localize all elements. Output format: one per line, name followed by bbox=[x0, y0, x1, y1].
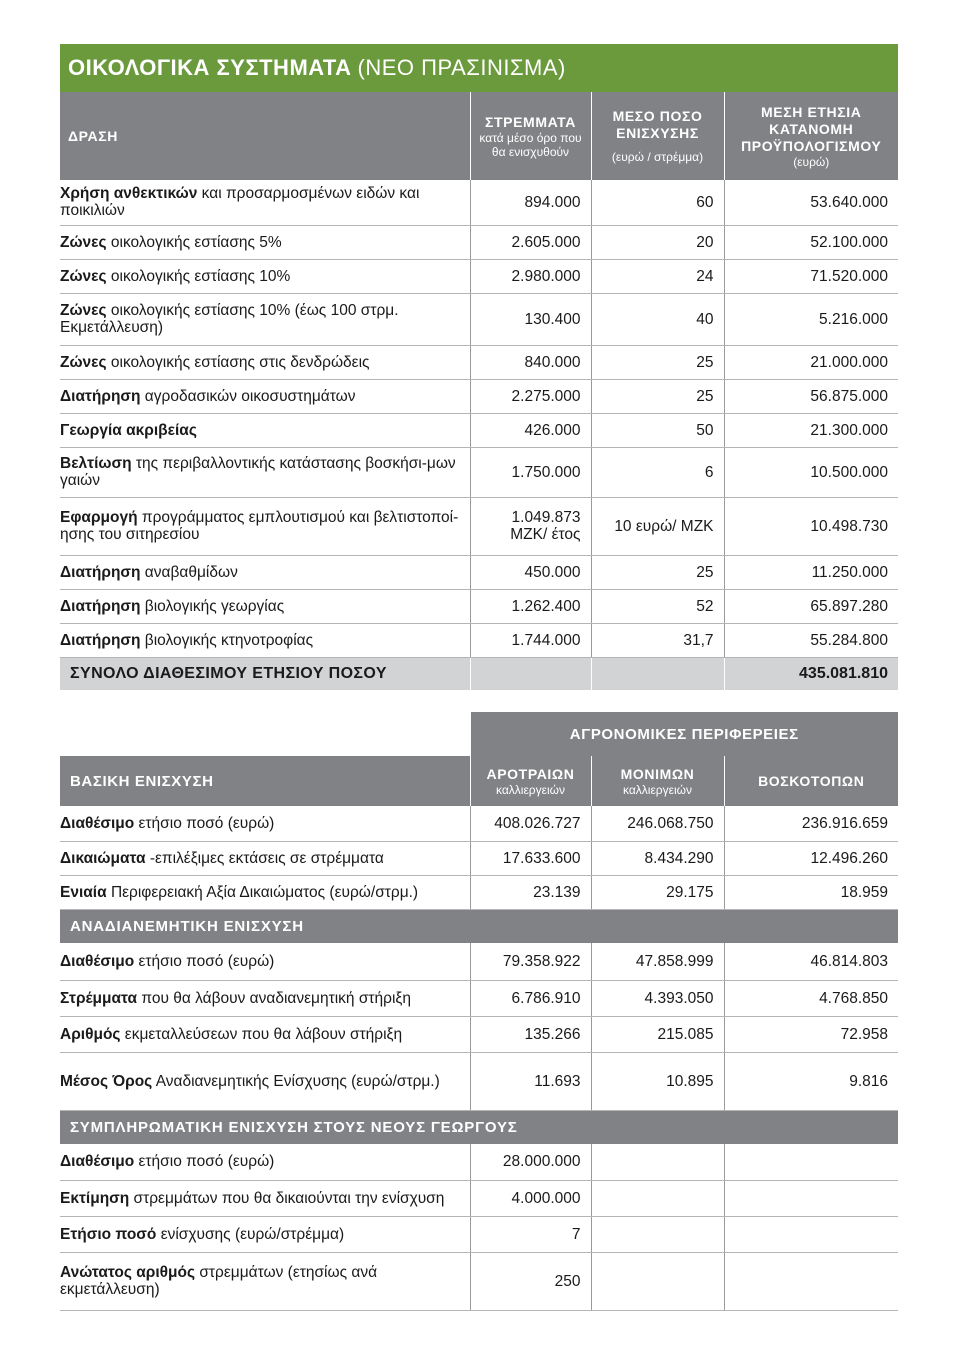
row-label-bold: Διατήρηση bbox=[60, 563, 141, 581]
row-label-text: οικολογικής εστίασης 10% (έως 100 στρμ. Εκμετάλλευση) bbox=[60, 302, 399, 336]
row-label bbox=[60, 180, 470, 225]
value-v1: 17.633.600 bbox=[470, 841, 591, 875]
row-label-text: βιολογικής κτηνοτροφίας bbox=[140, 631, 314, 649]
value-v2: 215.085 bbox=[591, 1017, 724, 1053]
row-label bbox=[60, 1180, 470, 1216]
alloc-value: 55.284.800 bbox=[724, 623, 898, 657]
value-v2: 47.858.999 bbox=[591, 943, 724, 981]
alloc-value: 10.498.730 bbox=[724, 497, 898, 555]
value-v1: 250 bbox=[470, 1252, 591, 1310]
alloc-value: 52.100.000 bbox=[724, 225, 898, 259]
eco-row bbox=[60, 623, 898, 657]
row-label-text: ετήσιο ποσό (ευρώ) bbox=[134, 1153, 275, 1171]
header-avg-sub: (ευρώ / στρέμμα) bbox=[611, 150, 704, 164]
eco-row bbox=[60, 589, 898, 623]
row-label bbox=[60, 497, 470, 555]
row-label-text: και προσαρμοσμένων ειδών και ποικιλιών bbox=[60, 185, 420, 220]
alloc-value: 5.216.000 bbox=[724, 293, 898, 345]
value-v2 bbox=[591, 1216, 724, 1252]
row-label-text: ετήσιο ποσό (ευρώ) bbox=[134, 952, 275, 970]
value-v2 bbox=[591, 1144, 724, 1180]
value-v2: 4.393.050 bbox=[591, 981, 724, 1017]
value-v2: 29.175 bbox=[591, 875, 724, 909]
row-label-bold: Ετήσιο ποσό bbox=[60, 1225, 157, 1243]
redis-rows-row bbox=[60, 1017, 898, 1053]
young-rows-row bbox=[60, 1144, 898, 1180]
row-label-bold: Ζώνες bbox=[60, 302, 107, 319]
alloc-value: 21.300.000 bbox=[724, 413, 898, 447]
value-v1: 408.026.727 bbox=[470, 806, 591, 841]
value-v2: 246.068.750 bbox=[591, 806, 724, 841]
row-label-bold: Γεωργία ακριβείας bbox=[60, 421, 197, 439]
header-avg bbox=[591, 92, 724, 180]
value-v2 bbox=[591, 1180, 724, 1216]
basic-support-table bbox=[60, 712, 898, 1311]
row-label-bold: Διατήρηση bbox=[60, 631, 141, 649]
young-rows-row bbox=[60, 1180, 898, 1216]
row-label-text: αναβαθμίδων bbox=[140, 563, 238, 581]
row-label-text: ενίσχυσης (ευρώ/στρέμμα) bbox=[156, 1225, 345, 1243]
row-label-text: στρεμμάτων (ετησίως ανά εκμετάλλευση) bbox=[60, 1264, 378, 1298]
row-label-text: αγροδασικών οικοσυστημάτων bbox=[140, 387, 356, 405]
row-label bbox=[60, 379, 470, 413]
eco-schemes-table bbox=[60, 92, 898, 690]
eco-row bbox=[60, 180, 898, 225]
row-label-bold: Διατήρηση bbox=[60, 387, 141, 405]
alloc-value: 53.640.000 bbox=[724, 180, 898, 225]
col-permanent bbox=[591, 756, 724, 806]
redis-body bbox=[60, 943, 898, 1111]
value-v3: 9.816 bbox=[724, 1053, 898, 1111]
eco-row bbox=[60, 379, 898, 413]
row-label-bold: Στρέμματα bbox=[60, 990, 138, 1007]
row-label-text: ετήσιο ποσό (ευρώ) bbox=[134, 814, 275, 832]
avg-value: 25 bbox=[591, 379, 724, 413]
row-label-bold: Διαθέσιμο bbox=[60, 1153, 135, 1171]
row-label-bold: Μέσος Όρος bbox=[60, 1073, 153, 1090]
basic-rows-row bbox=[60, 806, 898, 841]
col-permanent-sub: καλλιεργειών bbox=[622, 782, 693, 797]
alloc-value: 56.875.000 bbox=[724, 379, 898, 413]
row-label bbox=[60, 1053, 470, 1111]
eco-row bbox=[60, 225, 898, 259]
avg-value: 6 bbox=[591, 447, 724, 497]
row-label-text: Αναδιανεμητικής Ενίσχυσης (ευρώ/στρμ.) bbox=[152, 1073, 440, 1090]
avg-value: 52 bbox=[591, 589, 724, 623]
eco-row bbox=[60, 497, 898, 555]
avg-value: 25 bbox=[591, 555, 724, 589]
value-v1: 79.358.922 bbox=[470, 943, 591, 981]
total-empty-1 bbox=[470, 657, 591, 690]
value-v2: 10.895 bbox=[591, 1053, 724, 1111]
acres-value: 426.000 bbox=[470, 413, 591, 447]
value-v3 bbox=[724, 1216, 898, 1252]
value-v3: 18.959 bbox=[724, 875, 898, 909]
young-title: ΣΥΜΠΛΗΡΩΜΑΤΙΚΗ ΕΝΙΣΧΥΣΗ ΣΤΟΥΣ ΝΕΟΥΣ ΓΕΩΡΓΟΥΣ bbox=[60, 1111, 898, 1145]
basic-header-row bbox=[60, 756, 898, 806]
value-v1: 4.000.000 bbox=[470, 1180, 591, 1216]
basic-body bbox=[60, 806, 898, 909]
row-label-bold: Δικαιώματα bbox=[60, 849, 146, 867]
row-label-bold: Βελτίωση bbox=[60, 455, 132, 472]
eco-header-row bbox=[60, 92, 898, 180]
eco-schemes-title bbox=[60, 44, 898, 92]
value-v1: 11.693 bbox=[470, 1053, 591, 1111]
row-label-bold: Ενιαία bbox=[60, 883, 107, 901]
row-label bbox=[60, 345, 470, 379]
redis-section-row bbox=[60, 909, 898, 943]
alloc-value: 21.000.000 bbox=[724, 345, 898, 379]
value-v3: 12.496.260 bbox=[724, 841, 898, 875]
row-label bbox=[60, 225, 470, 259]
value-v3: 4.768.850 bbox=[724, 981, 898, 1017]
header-action: ΔΡΑΣΗ bbox=[60, 92, 470, 180]
row-label bbox=[60, 555, 470, 589]
row-label bbox=[60, 981, 470, 1017]
total-label: ΣΥΝΟΛΟ ΔΙΑΘΕΣΙΜΟΥ ΕΤΗΣΙΟΥ ΠΟΣΟΥ bbox=[60, 657, 470, 690]
total-value: 435.081.810 bbox=[724, 657, 898, 690]
avg-value: 25 bbox=[591, 345, 724, 379]
value-v1: 135.266 bbox=[470, 1017, 591, 1053]
young-rows-row bbox=[60, 1252, 898, 1310]
acres-value: 130.400 bbox=[470, 293, 591, 345]
row-label-bold: Εκτίμηση bbox=[60, 1189, 130, 1207]
row-label bbox=[60, 1144, 470, 1180]
regions-blank bbox=[60, 712, 470, 756]
row-label-text: εκμεταλλεύσεων που θα λάβουν στήριξη bbox=[120, 1026, 403, 1043]
redis-rows-row bbox=[60, 981, 898, 1017]
avg-value: 40 bbox=[591, 293, 724, 345]
row-label-text: οικολογικής εστίασης 10% bbox=[106, 267, 291, 285]
eco-row bbox=[60, 555, 898, 589]
total-empty-2 bbox=[591, 657, 724, 690]
row-label-text: οικολογικής εστίασης 5% bbox=[106, 233, 282, 251]
redis-rows-row bbox=[60, 1053, 898, 1111]
alloc-value: 65.897.280 bbox=[724, 589, 898, 623]
row-label bbox=[60, 623, 470, 657]
header-avg-label: ΜΕΣΟ ΠΟΣΟ ΕΝΙΣΧΥΣΗΣ bbox=[612, 108, 703, 141]
value-v3: 72.958 bbox=[724, 1017, 898, 1053]
row-label-bold: Ανώτατος αριθμός bbox=[60, 1264, 196, 1281]
eco-row bbox=[60, 259, 898, 293]
row-label bbox=[60, 259, 470, 293]
basic-rows-row bbox=[60, 841, 898, 875]
avg-value: 10 ευρώ/ ΜΖΚ bbox=[591, 497, 724, 555]
acres-value: 894.000 bbox=[470, 180, 591, 225]
alloc-value: 71.520.000 bbox=[724, 259, 898, 293]
row-label-bold: Διαθέσιμο bbox=[60, 952, 135, 970]
acres-value: 2.605.000 bbox=[470, 225, 591, 259]
row-label-bold: Εφαρμογή bbox=[60, 509, 138, 526]
value-v1: 23.139 bbox=[470, 875, 591, 909]
eco-row bbox=[60, 413, 898, 447]
value-v3: 236.916.659 bbox=[724, 806, 898, 841]
value-v3: 46.814.803 bbox=[724, 943, 898, 981]
acres-value: 1.262.400 bbox=[470, 589, 591, 623]
eco-row bbox=[60, 293, 898, 345]
row-label bbox=[60, 841, 470, 875]
header-acres-label: ΣΤΡΕΜΜΑΤΑ bbox=[485, 113, 576, 130]
young-body bbox=[60, 1144, 898, 1310]
eco-schemes-title-bold: ΟΙΚΟΛΟΓΙΚΑ ΣΥΣΤΗΜΑΤΑ bbox=[68, 55, 352, 80]
value-v3 bbox=[724, 1252, 898, 1310]
row-label-text: που θα λάβουν αναδιανεμητική στήριξη bbox=[137, 990, 411, 1007]
acres-value: 840.000 bbox=[470, 345, 591, 379]
young-section-row bbox=[60, 1111, 898, 1145]
row-label bbox=[60, 1252, 470, 1310]
eco-schemes-title-rest: (ΝΕΟ ΠΡΑΣΙΝΙΣΜΑ) bbox=[357, 55, 566, 80]
row-label-bold: Ζώνες bbox=[60, 267, 107, 285]
header-alloc-label: ΜΕΣΗ ΕΤΗΣΙΑ ΚΑΤΑΝΟΜΗ ΠΡΟΫΠΟΛΟΓΙΣΜΟΥ bbox=[741, 103, 882, 154]
header-alloc-sub: (ευρώ) bbox=[793, 154, 830, 169]
value-v1: 28.000.000 bbox=[470, 1144, 591, 1180]
row-label-text: Περιφερειακή Αξία Δικαιώματος (ευρώ/στρμ.) bbox=[106, 883, 419, 901]
value-v3 bbox=[724, 1180, 898, 1216]
eco-row bbox=[60, 447, 898, 497]
acres-value: 1.750.000 bbox=[470, 447, 591, 497]
value-v2: 8.434.290 bbox=[591, 841, 724, 875]
value-v2 bbox=[591, 1252, 724, 1310]
redis-rows-row bbox=[60, 943, 898, 981]
eco-total-row bbox=[60, 657, 898, 690]
col-pasture: ΒΟΣΚΟΤΟΠΩΝ bbox=[724, 756, 898, 806]
page-content bbox=[60, 44, 898, 1311]
young-rows-row bbox=[60, 1216, 898, 1252]
row-label bbox=[60, 589, 470, 623]
acres-value: 1.744.000 bbox=[470, 623, 591, 657]
row-label bbox=[60, 1017, 470, 1053]
row-label bbox=[60, 447, 470, 497]
col-permanent-label: ΜΟΝΙΜΩΝ bbox=[620, 765, 695, 782]
row-label-bold: Αριθμός bbox=[60, 1026, 121, 1043]
col-arable-label: ΑΡΟΤΡΑΙΩΝ bbox=[486, 765, 575, 782]
alloc-value: 10.500.000 bbox=[724, 447, 898, 497]
redis-title: ΑΝΑΔΙΑΝΕΜΗΤΙΚΗ ΕΝΙΣΧΥΣΗ bbox=[60, 909, 898, 943]
row-label bbox=[60, 806, 470, 841]
basic-rows-row bbox=[60, 875, 898, 909]
acres-value: 2.980.000 bbox=[470, 259, 591, 293]
eco-body bbox=[60, 180, 898, 657]
eco-row bbox=[60, 345, 898, 379]
row-label-bold: Ζώνες bbox=[60, 353, 107, 371]
avg-value: 60 bbox=[591, 180, 724, 225]
col-arable-sub: καλλιεργειών bbox=[495, 782, 566, 797]
row-label bbox=[60, 293, 470, 345]
value-v3 bbox=[724, 1144, 898, 1180]
header-acres bbox=[470, 92, 591, 180]
row-label-text: -επιλέξιμες εκτάσεις σε στρέμματα bbox=[145, 849, 384, 867]
basic-title: ΒΑΣΙΚΗ ΕΝΙΣΧΥΣΗ bbox=[60, 756, 470, 806]
regions-header-row bbox=[60, 712, 898, 756]
avg-value: 50 bbox=[591, 413, 724, 447]
row-label bbox=[60, 875, 470, 909]
row-label bbox=[60, 1216, 470, 1252]
value-v1: 7 bbox=[470, 1216, 591, 1252]
header-acres-sub: κατά μέσο όρο που θα ενισχυθούν bbox=[479, 130, 582, 159]
acres-value: 2.275.000 bbox=[470, 379, 591, 413]
row-label-text: προγράμματος εμπλουτισμού και βελτιστοποί-ησης του σιτηρεσίου bbox=[60, 509, 459, 543]
avg-value: 31,7 bbox=[591, 623, 724, 657]
avg-value: 24 bbox=[591, 259, 724, 293]
row-label-bold: Ζώνες bbox=[60, 233, 107, 251]
acres-value: 450.000 bbox=[470, 555, 591, 589]
row-label-text: στρεμμάτων που θα δικαιούνται την ενίσχυση bbox=[129, 1189, 445, 1207]
value-v1: 6.786.910 bbox=[470, 981, 591, 1017]
row-label-bold: Διαθέσιμο bbox=[60, 814, 135, 832]
row-label-bold: Χρήση ανθεκτικών bbox=[60, 185, 198, 203]
row-label-bold: Διατήρηση bbox=[60, 597, 141, 615]
alloc-value: 11.250.000 bbox=[724, 555, 898, 589]
col-arable bbox=[470, 756, 591, 806]
row-label-text: της περιβαλλοντικής κατάστασης βοσκήσι-μων γαιών bbox=[60, 455, 456, 489]
row-label-text: βιολογικής γεωργίας bbox=[140, 597, 285, 615]
avg-value: 20 bbox=[591, 225, 724, 259]
row-label-text: οικολογικής εστίασης στις δενδρώδεις bbox=[106, 353, 370, 371]
header-alloc bbox=[724, 92, 898, 180]
acres-value: 1.049.873 ΜΖΚ/ έτος bbox=[470, 497, 591, 555]
row-label bbox=[60, 413, 470, 447]
row-label bbox=[60, 943, 470, 981]
regions-title: ΑΓΡΟΝΟΜΙΚΕΣ ΠΕΡΙΦΕΡΕΙΕΣ bbox=[470, 712, 898, 756]
